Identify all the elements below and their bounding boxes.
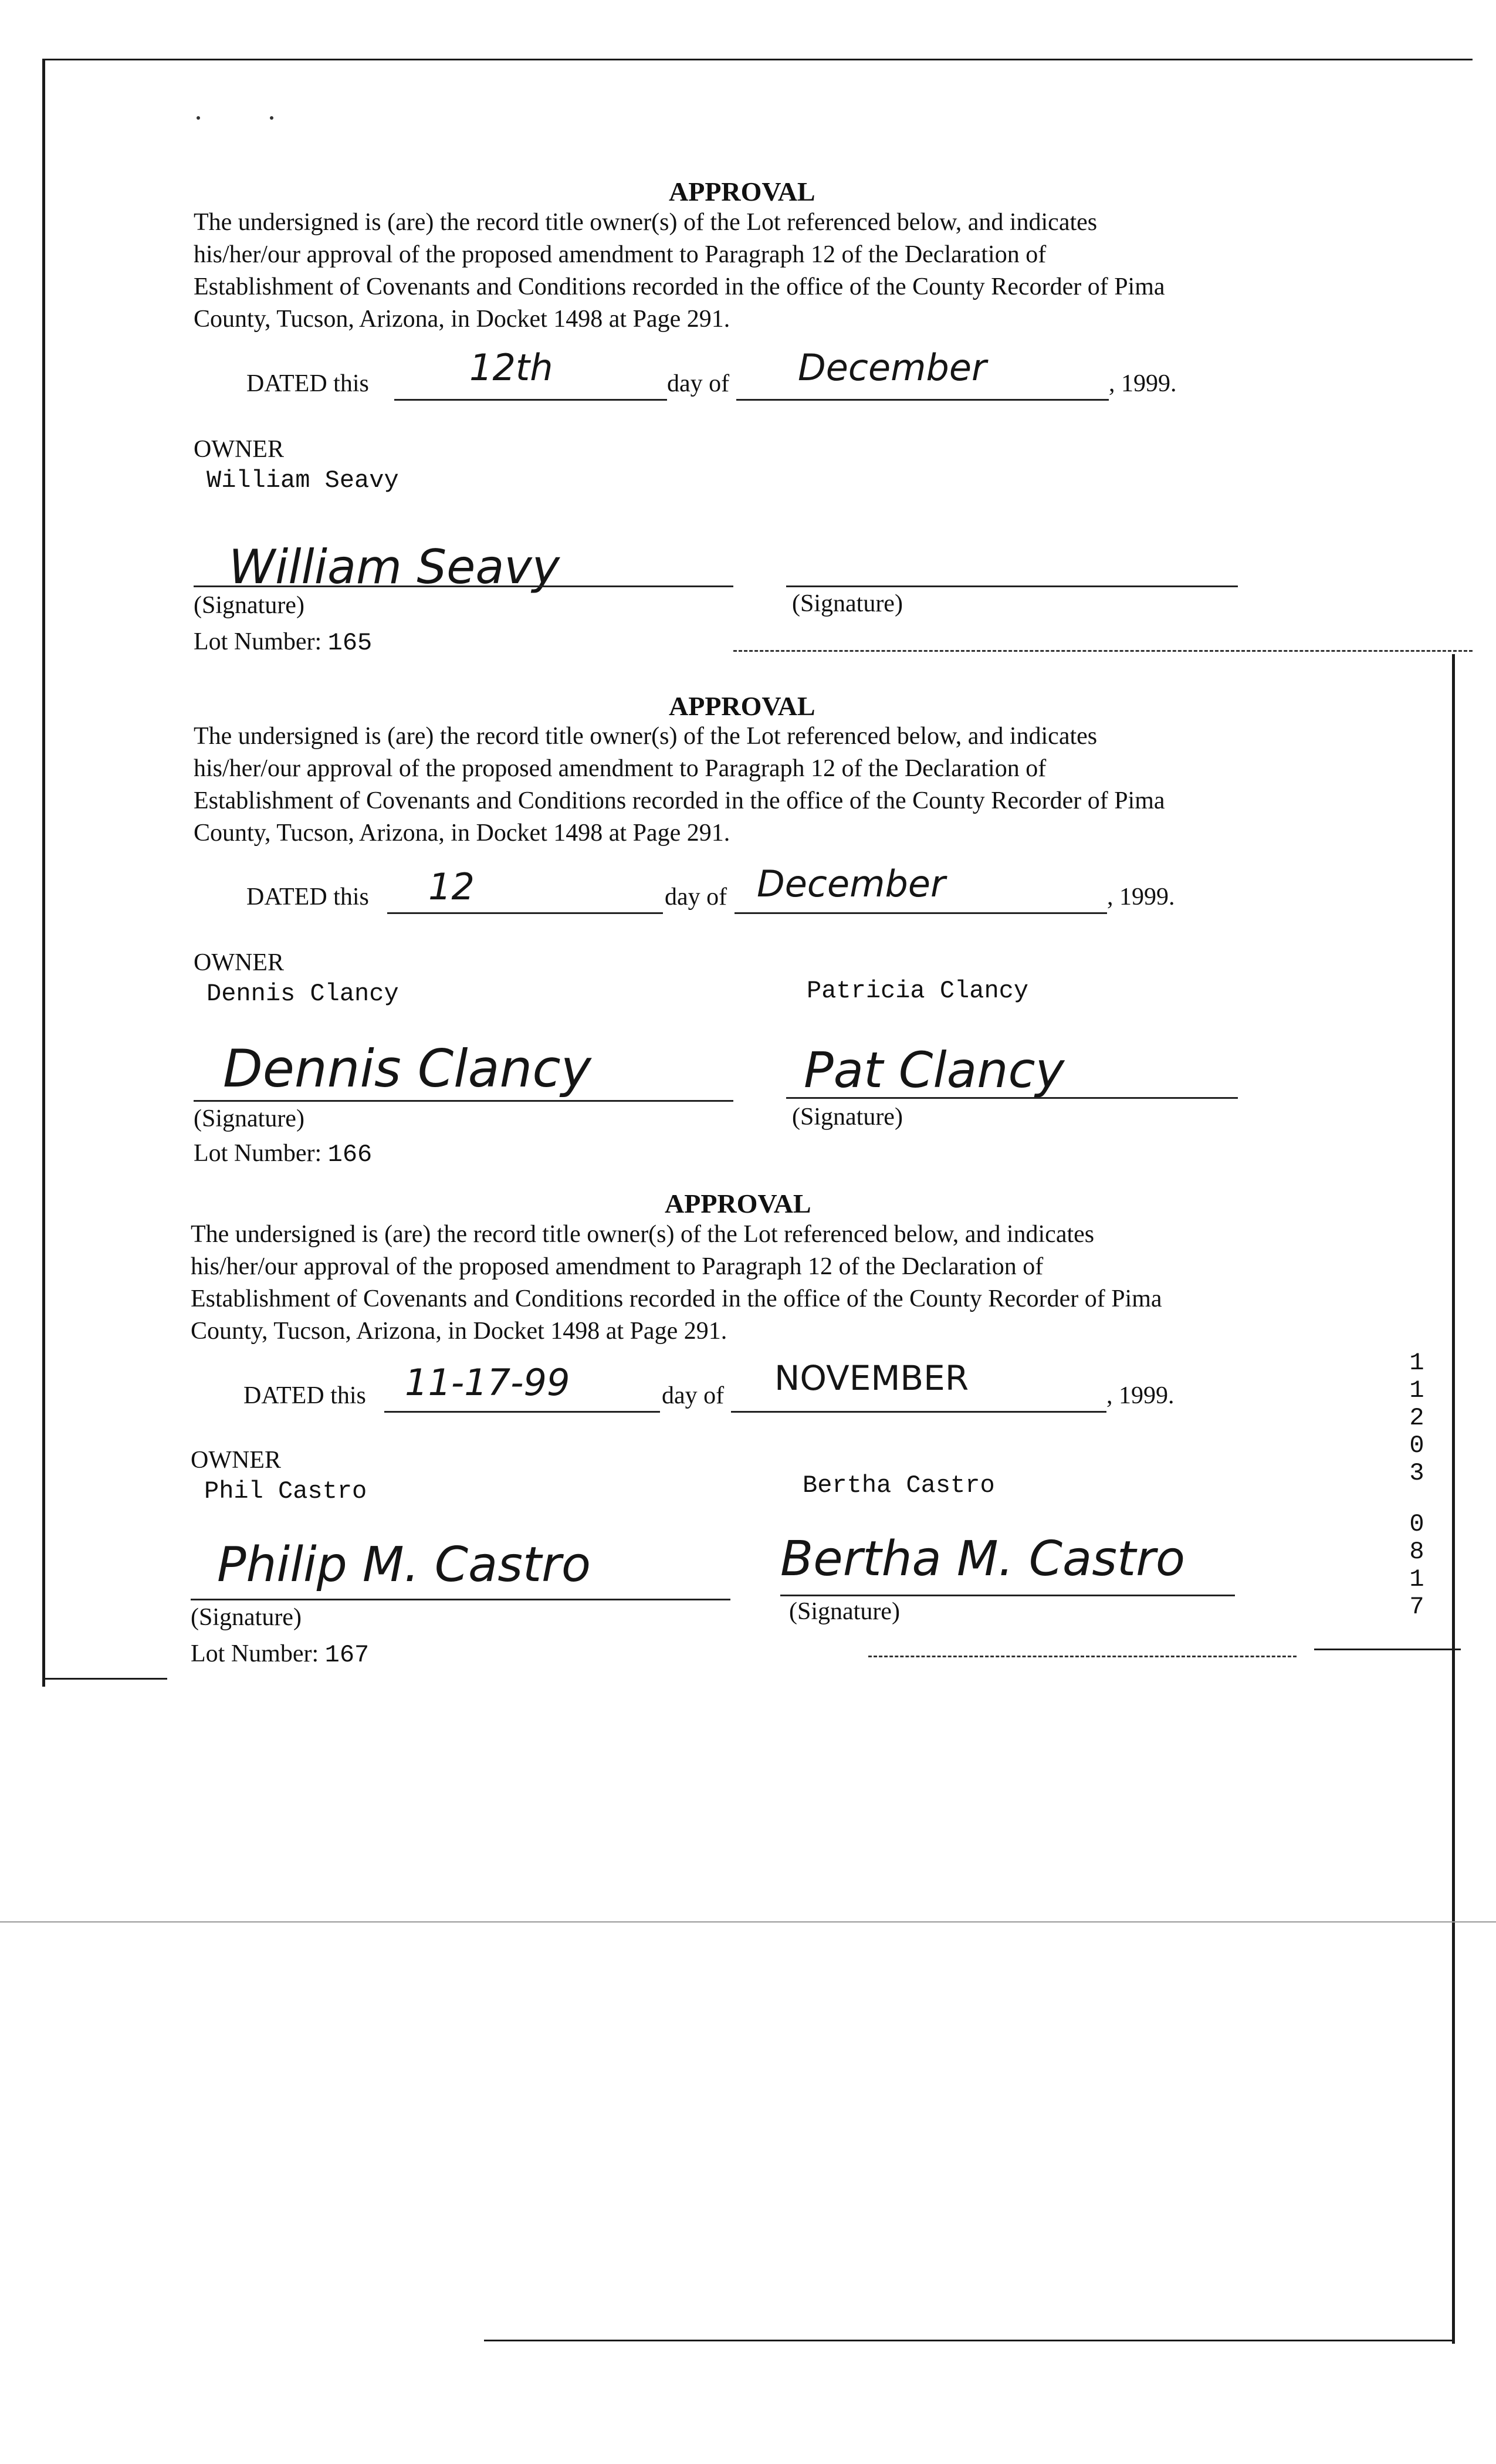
owner-1-signature: William Seavy — [229, 540, 560, 594]
section-1-heading: APPROVAL — [669, 177, 815, 207]
day-of-label: day of — [665, 884, 727, 911]
dated-this-label: DATED this — [246, 370, 369, 397]
body-line: Establishment of Covenants and Conditions recorded in the office of the County Recorder of Pima — [194, 273, 1165, 300]
body-line: his/her/our approval of the proposed amendment to Paragraph 12 of the Declaration of — [194, 755, 1047, 782]
body-line: his/her/our approval of the proposed amendment to Paragraph 12 of the Declaration of — [194, 241, 1047, 268]
month-handwritten: NOVEMBER — [774, 1358, 969, 1398]
owner-1-signature: Philip M. Castro — [217, 1537, 591, 1593]
body-line: his/her/our approval of the proposed amendment to Paragraph 12 of the Declaration of — [191, 1253, 1044, 1280]
divider-1-dashed — [733, 650, 1473, 652]
year-label: , 1999. — [1109, 370, 1177, 397]
scan-speck — [197, 116, 200, 120]
top-frame-line — [44, 59, 1473, 60]
owner-2-signature: Bertha M. Castro — [780, 1531, 1185, 1587]
month-line — [736, 399, 1109, 401]
doc-digit: 1 — [1409, 1565, 1424, 1593]
bottom-frame-line — [484, 2340, 1455, 2341]
owner-2-typed-name: Bertha Castro — [803, 1471, 995, 1500]
section-3-heading: APPROVAL — [665, 1189, 811, 1219]
lot-number-value: 167 — [324, 1641, 370, 1669]
signature-1-line — [191, 1599, 730, 1600]
doc-digit: 3 — [1409, 1459, 1424, 1487]
owner-1-typed-name: Phil Castro — [204, 1477, 367, 1505]
signature-2-line — [786, 585, 1238, 587]
lot-number-label: Lot Number: — [191, 1640, 319, 1667]
dated-this-label: DATED this — [243, 1382, 366, 1409]
day-of-label: day of — [667, 370, 730, 397]
document-number-stamp — [1408, 1349, 1426, 1621]
divider-3-dashed — [868, 1656, 1297, 1657]
year-label: , 1999. — [1107, 884, 1175, 911]
year-label: , 1999. — [1106, 1382, 1175, 1409]
body-line: Establishment of Covenants and Conditions recorded in the office of the County Recorder of Pima — [191, 1285, 1162, 1312]
doc-digit — [1408, 1487, 1426, 1511]
owner-label: OWNER — [194, 436, 284, 463]
doc-digit: 1 — [1409, 1349, 1424, 1377]
day-of-label: day of — [662, 1382, 725, 1409]
divider-3-right — [1314, 1649, 1461, 1650]
owner-2-typed-name: Patricia Clancy — [807, 977, 1029, 1005]
body-line: County, Tucson, Arizona, in Docket 1498 at Page 291. — [194, 820, 730, 847]
month-handwritten: December — [798, 346, 987, 389]
lot-number-label: Lot Number: — [194, 628, 322, 655]
signature-1-label: (Signature) — [194, 1105, 304, 1132]
owner-1-typed-name: William Seavy — [207, 466, 399, 495]
lot-number-row — [191, 1640, 369, 1669]
body-line: The undersigned is (are) the record title owner(s) of the Lot referenced below, and indicates — [194, 209, 1098, 236]
day-line — [394, 399, 667, 401]
day-handwritten: 12th — [469, 346, 553, 389]
signature-1-line — [194, 1100, 733, 1102]
body-line: County, Tucson, Arizona, in Docket 1498 at Page 291. — [191, 1318, 727, 1345]
doc-digit: 1 — [1409, 1376, 1424, 1404]
day-handwritten: 12 — [428, 865, 475, 908]
section-2-heading: APPROVAL — [669, 691, 815, 721]
section-2-body — [194, 720, 1308, 849]
right-frame-line — [1452, 654, 1455, 2344]
signature-1-label: (Signature) — [191, 1604, 302, 1631]
doc-digit: 8 — [1409, 1538, 1424, 1566]
lot-number-value: 166 — [327, 1140, 373, 1169]
doc-digit: 2 — [1409, 1404, 1424, 1432]
bottom-scan-edge — [0, 1921, 1496, 1923]
lot-number-row — [194, 1139, 372, 1169]
month-line — [731, 1411, 1106, 1413]
signature-1-label: (Signature) — [194, 592, 304, 619]
divider-3-left — [44, 1678, 167, 1680]
lot-number-value: 165 — [327, 629, 373, 657]
body-line: County, Tucson, Arizona, in Docket 1498 at Page 291. — [194, 306, 730, 333]
doc-digit: 0 — [1409, 1431, 1424, 1460]
scan-speck — [270, 116, 273, 120]
body-line: The undersigned is (are) the record title owner(s) of the Lot referenced below, and indicates — [194, 723, 1098, 750]
day-handwritten: 11-17-99 — [405, 1361, 570, 1404]
left-frame-line — [42, 59, 45, 1687]
doc-digit: 0 — [1409, 1510, 1424, 1538]
body-line: Establishment of Covenants and Conditions recorded in the office of the County Recorder of Pima — [194, 787, 1165, 814]
lot-number-label: Lot Number: — [194, 1140, 322, 1167]
signature-2-label: (Signature) — [789, 1598, 900, 1625]
signature-2-line — [786, 1097, 1238, 1099]
signature-1-line — [194, 585, 733, 587]
section-1-body — [194, 207, 1308, 336]
day-line — [384, 1411, 660, 1413]
owner-1-signature: Dennis Clancy — [223, 1038, 591, 1099]
signature-2-label: (Signature) — [792, 590, 903, 617]
day-line — [387, 912, 663, 914]
doc-digit: 7 — [1409, 1593, 1424, 1621]
month-line — [735, 912, 1107, 914]
lot-number-row — [194, 628, 372, 657]
owner-label: OWNER — [191, 1447, 281, 1474]
signature-2-label: (Signature) — [792, 1104, 903, 1131]
month-handwritten: December — [757, 862, 946, 905]
signature-2-line — [780, 1595, 1235, 1596]
owner-2-signature: Pat Clancy — [804, 1041, 1065, 1099]
owner-1-typed-name: Dennis Clancy — [207, 980, 399, 1008]
owner-label: OWNER — [194, 949, 284, 976]
section-3-body — [191, 1219, 1305, 1348]
body-line: The undersigned is (are) the record title owner(s) of the Lot referenced below, and indicates — [191, 1221, 1095, 1248]
dated-this-label: DATED this — [246, 884, 369, 911]
